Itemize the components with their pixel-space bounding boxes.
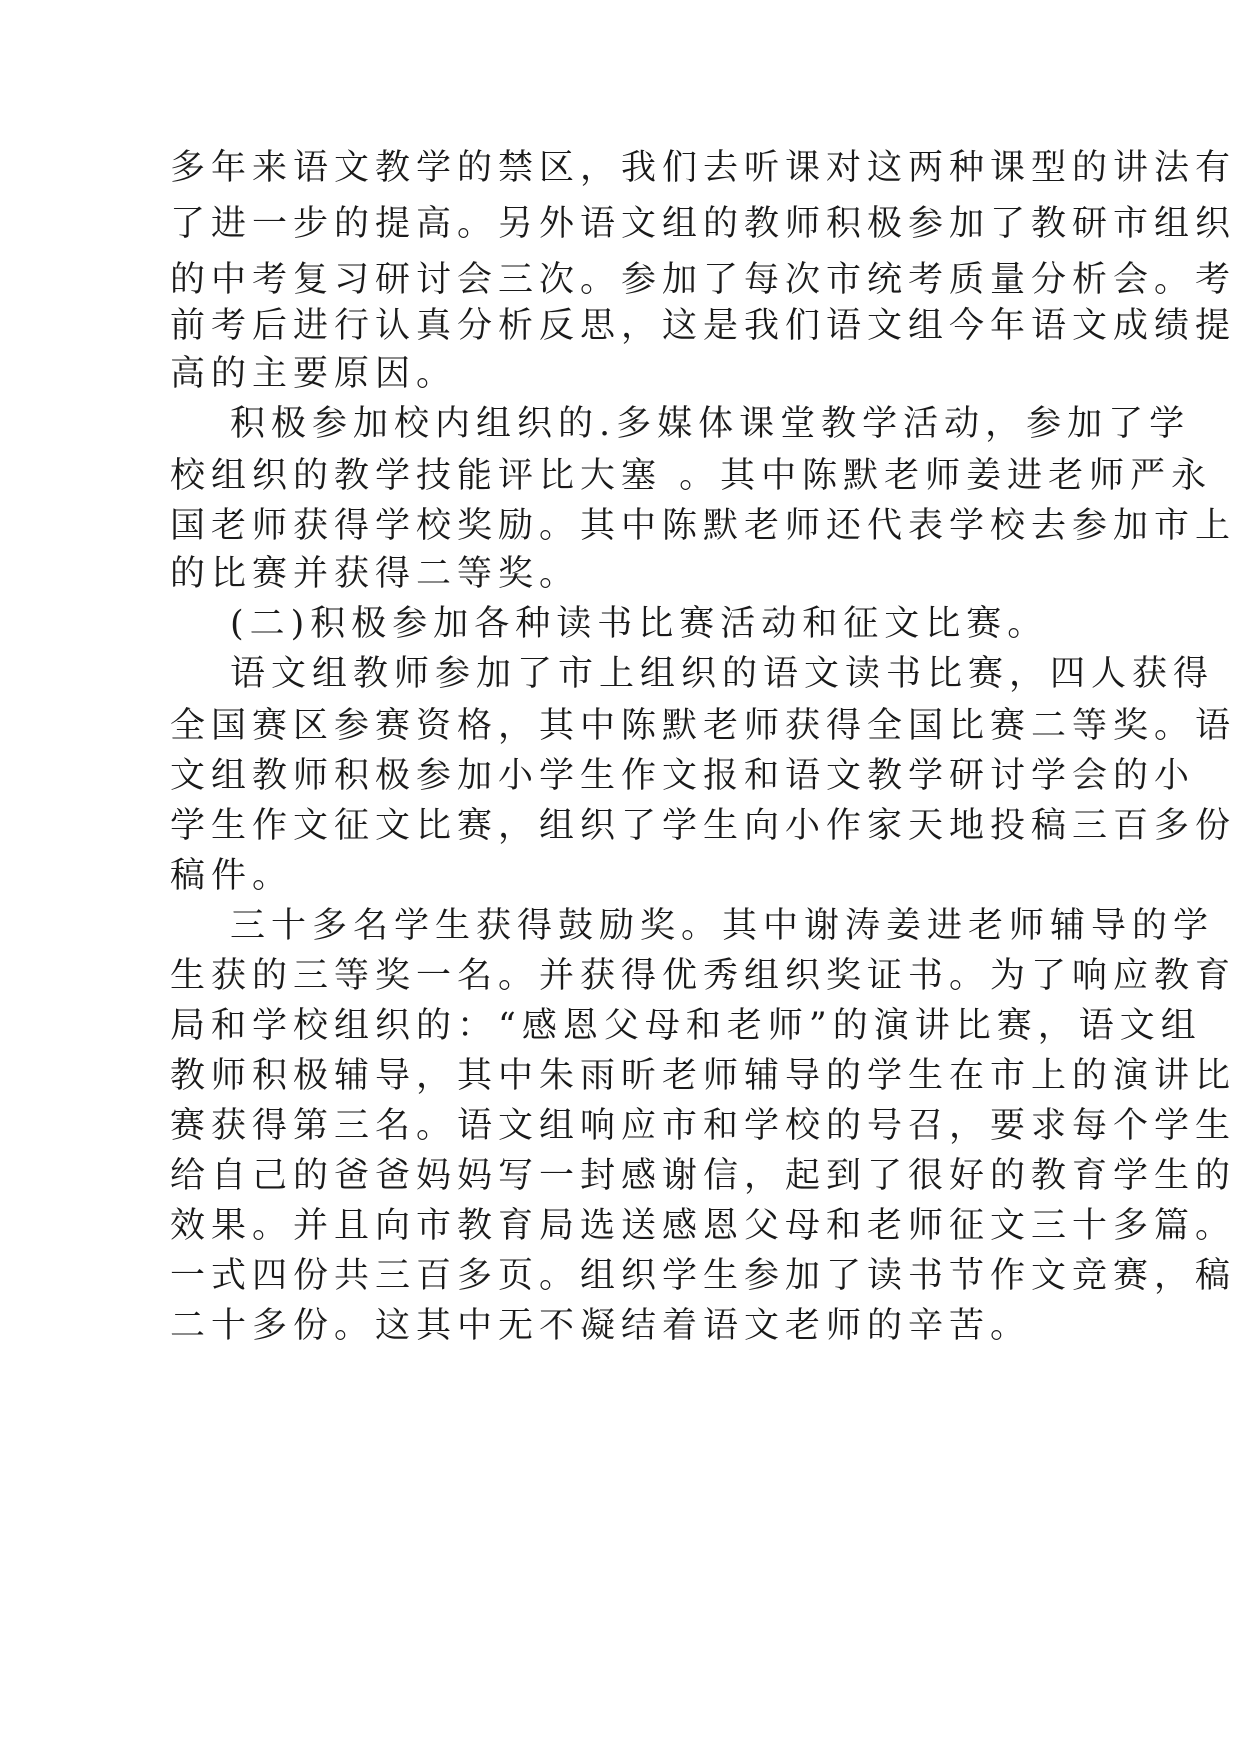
text-line: 的比赛并获得二等奖。: [170, 554, 581, 594]
text-line: 给自己的爸爸妈妈写一封感谢信，起到了很好的教育学生的: [170, 1156, 1237, 1196]
text-line: 文组教师积极参加小学生作文报和语文教学研讨学会的小: [170, 756, 1196, 796]
text-line: 教师积极辅导，其中朱雨昕老师辅导的学生在市上的演讲比: [170, 1056, 1237, 1096]
text-line: 局和学校组织的：“感恩父母和老师”的演讲比赛，语文组: [170, 1006, 1202, 1046]
text-line: 一式四份共三百多页。组织学生参加了读书节作文竞赛，稿: [170, 1256, 1237, 1296]
text-line: 学生作文征文比赛，组织了学生向小作家天地投稿三百多份: [170, 806, 1237, 846]
text-line: 三十多名学生获得鼓励奖。其中谢涛姜进老师辅导的学: [230, 906, 1215, 946]
text-line: 高的主要原因。: [170, 354, 458, 394]
text-line: 前考后进行认真分析反思，这是我们语文组今年语文成绩提: [170, 306, 1237, 346]
text-line: 了进一步的提高。另外语文组的教师积极参加了教研市组织: [170, 204, 1237, 244]
text-line: 生获的三等奖一名。并获得优秀组织奖证书。为了响应教育: [170, 956, 1237, 996]
text-line: 多年来语文教学的禁区，我们去听课对这两种课型的讲法有: [170, 148, 1237, 188]
text-line: 二十多份。这其中无不凝结着语文老师的辛苦。: [170, 1306, 1032, 1346]
text-line: 语文组教师参加了市上组织的语文读书比赛，四人获得: [230, 654, 1215, 694]
text-line: 稿件。: [170, 856, 294, 896]
text-line: 积极参加校内组织的.多媒体课堂教学活动，参加了学: [230, 404, 1191, 444]
text-line: 全国赛区参赛资格，其中陈默老师获得全国比赛二等奖。语: [170, 706, 1237, 746]
text-line: 校组织的教学技能评比大塞 。其中陈默老师姜进老师严永: [170, 456, 1213, 496]
text-line: 的中考复习研讨会三次。参加了每次市统考质量分析会。考: [170, 260, 1237, 300]
text-line: 效果。并且向市教育局选送感恩父母和老师征文三十多篇。: [170, 1206, 1237, 1246]
text-line: (二)积极参加各种读书比赛活动和征文比赛。: [230, 604, 1049, 644]
text-line: 国老师获得学校奖励。其中陈默老师还代表学校去参加市上: [170, 506, 1237, 546]
text-line: 赛获得第三名。语文组响应市和学校的号召，要求每个学生: [170, 1106, 1237, 1146]
